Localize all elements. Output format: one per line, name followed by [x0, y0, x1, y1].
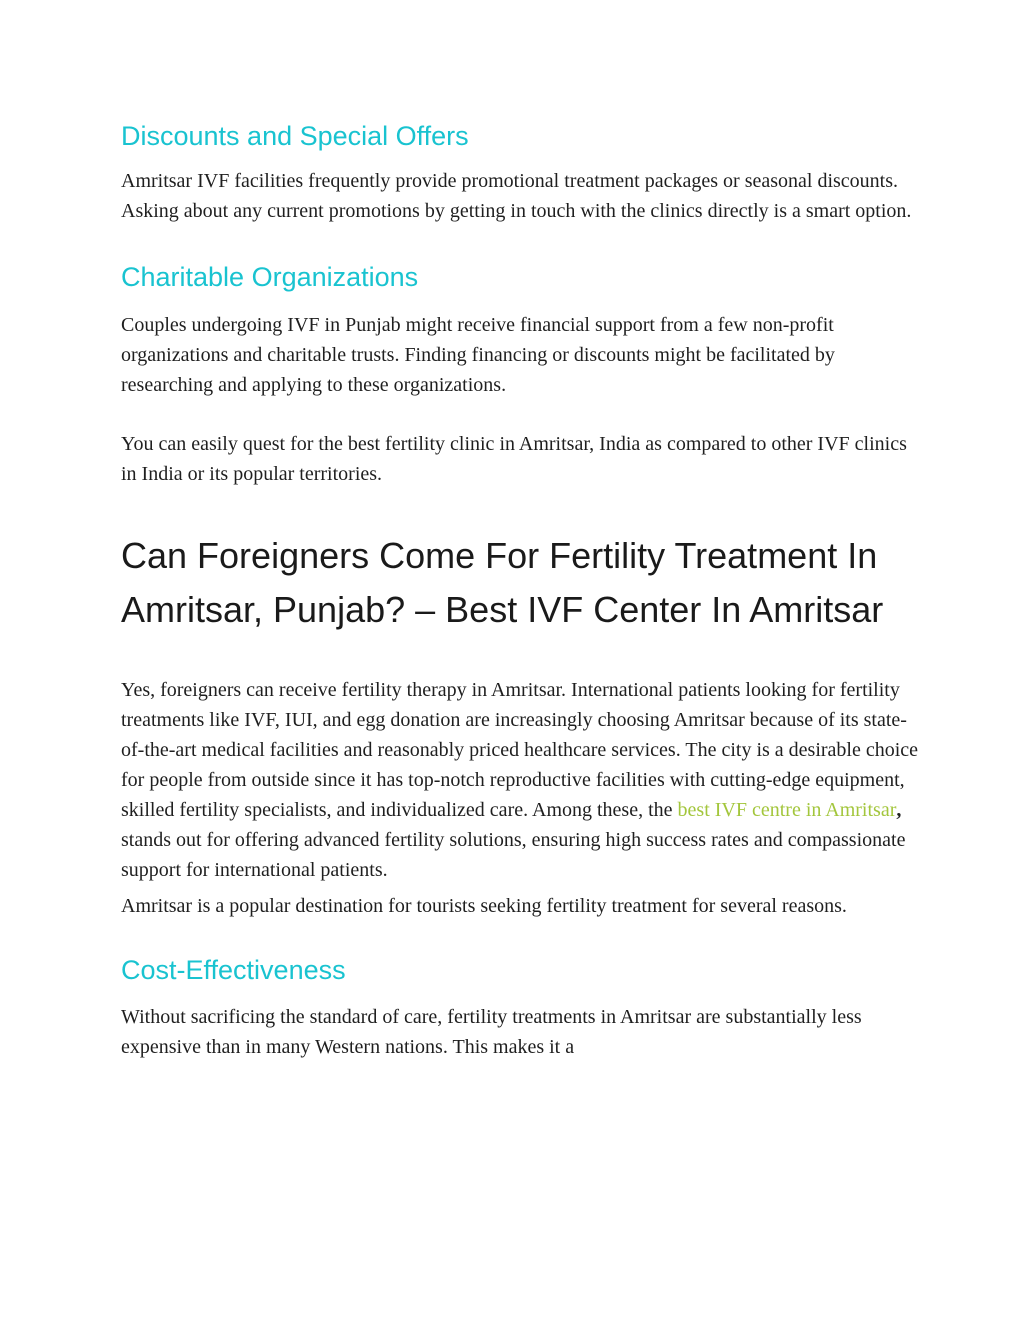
cost-heading: Cost-Effectiveness [121, 955, 346, 985]
charitable-heading: Charitable Organizations [121, 262, 419, 292]
cost-paragraph: Without sacrificing the standard of care, fertility treatments in Amritsar are substantially less expensive than in many Western nations. This makes it a [121, 1006, 862, 1058]
foreigners-heading: Can Foreigners Come For Fertility Treatment In Amritsar, Punjab? – Best IVF Center In Amritsar [121, 535, 884, 630]
link-comma: , [896, 799, 902, 821]
foreigners-paragraph-2: Amritsar is a popular destination for tourists seeking fertility treatment for several reasons. [121, 895, 847, 917]
discounts-paragraph: Amritsar IVF facilities frequently provide promotional treatment packages or seasonal discounts. Asking about any current promotions by getting in touch with the clinics directly is a smart option. [121, 170, 912, 222]
foreigners-text-after-link: stands out for offering advanced fertility solutions, ensuring high success rates and compassionate support for international patients. [121, 829, 906, 881]
document-content [121, 118, 921, 1062]
quest-paragraph: You can easily quest for the best fertility clinic in Amritsar, India as compared to other IVF clinics in India or its popular territories. [121, 433, 907, 485]
discounts-heading: Discounts and Special Offers [121, 121, 469, 151]
foreigners-text-before-link: Yes, foreigners can receive fertility therapy in Amritsar. International patients looking for fertility treatments like IVF, IUI, and egg donation are increasingly choosing Amritsar because of its state-of-the-art medical facilities and reasonably priced healthcare services. The city is a desirable choice for people from outside since it has top-notch reproductive facilities with cutting-edge equipment, skilled fertility specialists, and individualized care. Among these, the [121, 679, 919, 821]
charitable-paragraph: Couples undergoing IVF in Punjab might receive financial support from a few non-profit organizations and charitable trusts. Finding financing or discounts might be facilitated by researching and applying to these organizations. [121, 314, 835, 396]
best-ivf-centre-link[interactable]: best IVF centre in Amritsar [677, 799, 897, 821]
foreigners-paragraph [121, 675, 921, 885]
